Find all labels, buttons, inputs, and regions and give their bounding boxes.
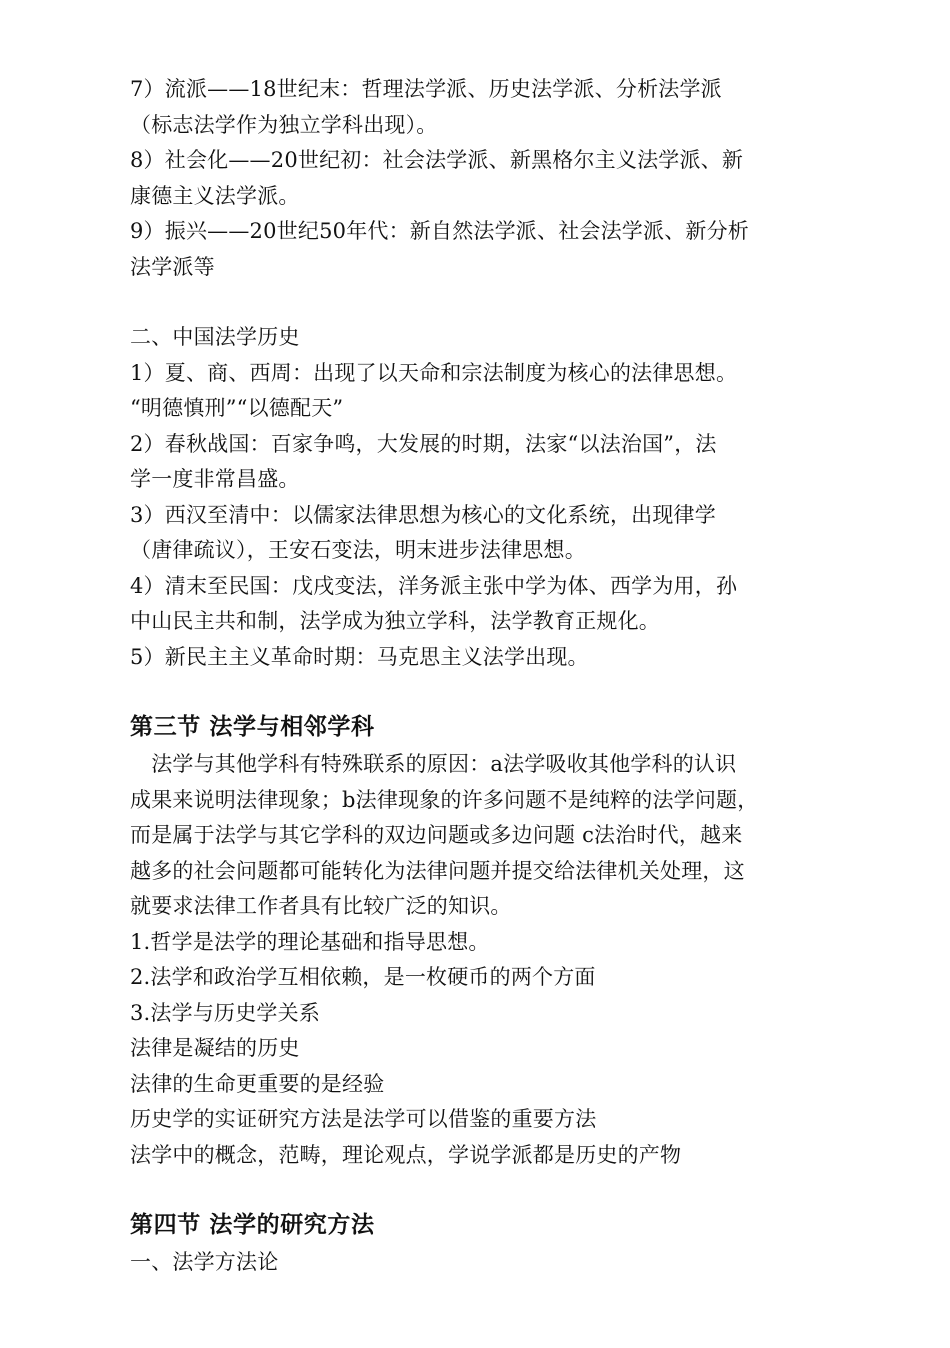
text-line: （唐律疏议），王安石变法，明末进步法律思想。 <box>130 538 586 562</box>
text-line: 8）社会化——20世纪初：社会法学派、新黑格尔主义法学派、新 <box>130 148 744 172</box>
text-line: 中山民主共和制，法学成为独立学科，法学教育正规化。 <box>130 609 660 633</box>
section-4-heading: 第四节 法学的研究方法 <box>130 1212 375 1238</box>
text-line: 越多的社会问题都可能转化为法律问题并提交给法律机关处理，这 <box>130 858 745 883</box>
text-line: 9）振兴——20世纪50年代：新自然法学派、社会法学派、新分析 <box>130 219 750 243</box>
legal-school-stages-list <box>130 72 830 285</box>
text-line: 成果来说明法律现象；b法律现象的许多问题不是纯粹的法学问题， <box>130 787 759 812</box>
china-legal-history-section <box>130 320 830 675</box>
text-line: 学一度非常昌盛。 <box>130 467 300 491</box>
section-3 <box>130 707 830 1173</box>
text-line: 2）春秋战国：百家争鸣，大发展的时期，法家“以法治国”，法 <box>130 431 717 456</box>
text-line: 5）新民主主义革命时期：马克思主义法学出现。 <box>130 644 589 669</box>
text-line: 康德主义法学派。 <box>130 183 300 208</box>
text-line: 2.法学和政治学互相依赖，是一枚硬币的两个方面 <box>130 965 596 989</box>
paragraph-spacer <box>130 1173 830 1205</box>
section-4 <box>130 1205 830 1281</box>
text-line: 3.法学与历史学关系 <box>130 1000 321 1025</box>
text-line: 4）清末至民国：戊戌变法，洋务派主张中学为体、西学为用，孙 <box>130 573 738 598</box>
section-3-heading: 第三节 法学与相邻学科 <box>130 714 375 740</box>
text-line: 法学派等 <box>130 254 215 279</box>
text-line: 法律的生命更重要的是经验 <box>130 1071 385 1096</box>
text-line: 历史学的实证研究方法是法学可以借鉴的重要方法 <box>130 1107 597 1131</box>
text-line: 法学中的概念，范畴，理论观点，学说学派都是历史的产物 <box>130 1142 682 1167</box>
paragraph-spacer <box>130 675 830 707</box>
text-line: 法学与其他学科有特殊联系的原因：a法学吸收其他学科的认识 <box>130 752 737 776</box>
document-page <box>130 72 830 1281</box>
text-line: 而是属于法学与其它学科的双边问题或多边问题 c法治时代，越来 <box>130 823 743 847</box>
text-line: 7）流派——18世纪末：哲理法学派、历史法学派、分析法学派 <box>130 77 722 101</box>
text-line: 1.哲学是法学的理论基础和指导思想。 <box>130 929 490 954</box>
text-line: “明德慎刑”“以德配天” <box>130 396 344 420</box>
text-line: （标志法学作为独立学科出现）。 <box>130 112 438 137</box>
text-line: 法律是凝结的历史 <box>130 1036 300 1060</box>
subsection-title: 二、中国法学历史 <box>130 325 300 349</box>
paragraph-spacer <box>130 285 830 320</box>
text-line: 一、法学方法论 <box>130 1250 279 1274</box>
text-line: 就要求法律工作者具有比较广泛的知识。 <box>130 894 512 918</box>
text-line: 1）夏、商、西周：出现了以天命和宗法制度为核心的法律思想。 <box>130 360 738 385</box>
text-line: 3）西汉至清中：以儒家法律思想为核心的文化系统，出现律学 <box>130 502 716 527</box>
